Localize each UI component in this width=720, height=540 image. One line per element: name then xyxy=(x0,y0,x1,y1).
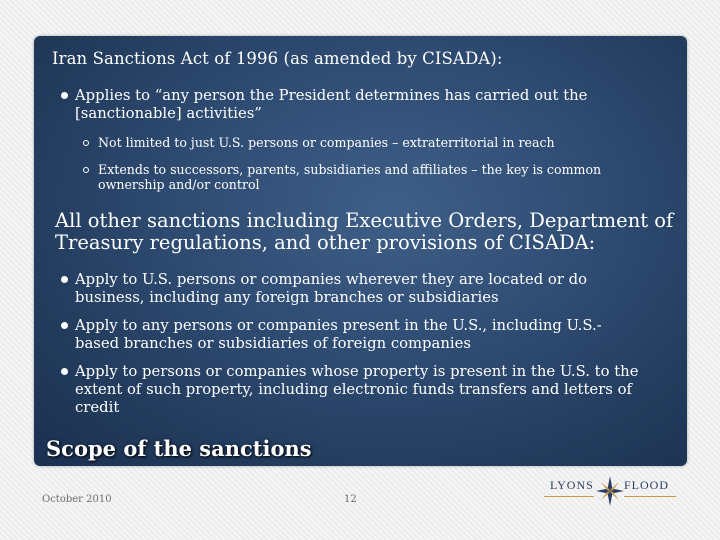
heading-line: Treasury regulations, and other provisions of CISADA: xyxy=(55,231,596,254)
bullet-property-in-us xyxy=(75,363,638,417)
bullet-us-persons xyxy=(75,271,587,307)
bullet-text-line: [sanctionable] activities” xyxy=(75,105,262,122)
bullet-dot-icon xyxy=(61,92,68,99)
bullet-text-line: credit xyxy=(75,399,120,416)
bullet-text-line: business, including any foreign branches or subsidiaries xyxy=(75,289,499,306)
sub-bullet-extends-to-successors xyxy=(98,162,601,192)
logo-word-left: LYONS xyxy=(550,478,594,492)
slide-title: Scope of the sanctions xyxy=(46,436,312,461)
heading-iran-sanctions-act: Iran Sanctions Act of 1996 (as amended by CISADA): xyxy=(52,49,503,68)
bullet-text-line: Apply to persons or companies whose property is present in the U.S. to the xyxy=(75,363,639,380)
heading-line: All other sanctions including Executive Orders, Department of xyxy=(55,209,674,232)
bullet-text-line: Apply to any persons or companies present in the U.S., including U.S.- xyxy=(75,317,602,334)
bullet-text-line: extent of such property, including electronic funds transfers and letters of xyxy=(75,381,632,398)
bullet-text-line: Apply to U.S. persons or companies wherever they are located or do xyxy=(75,271,587,288)
bullet-applies-to-any-person xyxy=(75,87,587,123)
sub-bullet-text: Not limited to just U.S. persons or companies – extraterritorial in reach xyxy=(98,135,555,150)
sub-bullet-ring-icon xyxy=(83,140,89,146)
sub-bullet-ring-icon xyxy=(83,167,89,173)
footer-date: October 2010 xyxy=(42,494,112,505)
logo-rule-right xyxy=(624,496,676,497)
bullet-text-line: based branches or subsidiaries of foreign companies xyxy=(75,335,471,352)
bullet-dot-icon xyxy=(61,276,68,283)
bullet-text-line: Applies to “any person the President determines has carried out the xyxy=(75,87,588,104)
compass-rose-icon xyxy=(596,476,624,506)
logo-rule-left xyxy=(544,496,594,497)
bullet-persons-present-in-us xyxy=(75,317,602,353)
footer-page-number: 12 xyxy=(344,494,357,505)
sub-bullet-text-line: ownership and/or control xyxy=(98,177,260,192)
sub-bullet-text-line: Extends to successors, parents, subsidiaries and affiliates – the key is common xyxy=(98,162,602,177)
sub-bullet-not-limited xyxy=(98,135,555,150)
logo-word-right: FLOOD xyxy=(624,478,670,492)
bullet-dot-icon xyxy=(61,368,68,375)
bullet-dot-icon xyxy=(61,322,68,329)
lyons-flood-logo xyxy=(540,472,680,508)
heading-all-other-sanctions xyxy=(55,210,673,254)
